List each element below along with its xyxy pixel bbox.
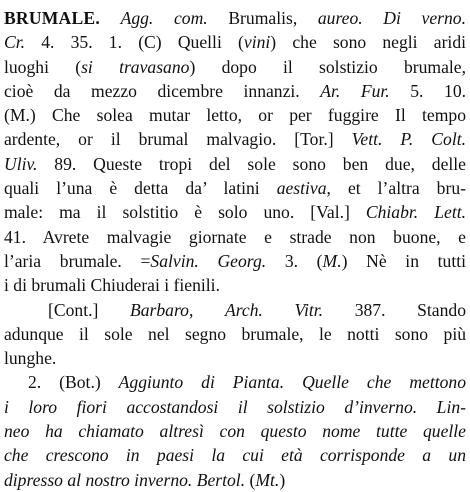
entry-line — [4, 468, 466, 492]
entry-text: 3. ( — [266, 250, 323, 271]
entry-text: 2. (Bot.) — [28, 372, 119, 393]
entry-italic-text: Aggiunto di Pianta. Quelle che mettono — [118, 372, 466, 393]
entry-text: , — [188, 299, 225, 320]
entry-text — [100, 8, 121, 28]
entry-text: 387. Stando — [323, 299, 466, 320]
entry-line — [4, 225, 466, 249]
entry-text: ) dopo il solstizio brumale, — [189, 56, 466, 77]
entry-italic-text: dipresso al nostro inverno. Bertol. — [4, 469, 246, 490]
entry-text: cioè da mezzo dicembre innanzi. — [4, 80, 321, 101]
entry-line — [4, 152, 466, 176]
entry-italic-text: Ar. Fur. — [320, 80, 390, 101]
entry-italic-text: Chiabr. Lett. — [365, 202, 466, 223]
entry-text: luoghi ( — [4, 56, 82, 77]
entry-italic-text: vini — [243, 32, 271, 53]
entry-text: ardente, or il brumal malvagio. [Tor.] — [4, 129, 352, 150]
entry-line — [4, 103, 466, 127]
entry-line — [4, 200, 466, 224]
entry-line — [4, 395, 466, 419]
entry-line — [4, 298, 466, 322]
entry-line — [4, 127, 466, 151]
entry-line — [4, 273, 466, 297]
entry-line — [4, 249, 466, 273]
entry-text: , et l’altra bru- — [326, 178, 466, 199]
entry-line — [4, 370, 466, 394]
entry-line — [4, 443, 466, 467]
entry-italic-text: Salvin. Georg. — [150, 250, 267, 271]
entry-text: Brumalis, — [207, 8, 318, 28]
entry-text: ) Nè in tutti — [341, 250, 466, 271]
entry-italic-text: Vett. P. Colt. — [351, 129, 466, 150]
entry-headword: BRUMALE. — [4, 8, 100, 28]
entry-line — [4, 6, 466, 30]
entry-text: male: ma il solstitio è solo uno. [Val.] — [4, 202, 366, 223]
entry-italic-text: Uliv. — [4, 153, 38, 174]
dictionary-entry-brumale — [4, 6, 466, 492]
entry-line — [4, 322, 466, 346]
entry-italic-text: i loro fiori accostandosi il solstizio d’inverno. Lin- — [4, 396, 466, 417]
entry-italic-text: neo ha chiamato altresì con questo nome tutte quelle — [4, 421, 466, 442]
entry-line — [4, 30, 466, 54]
entry-line — [4, 79, 466, 103]
entry-italic-text: che crescono in paesi la cui età corrisponde a un — [4, 445, 466, 466]
entry-text: l’aria brumale. = — [4, 250, 151, 271]
entry-text: ( — [245, 469, 256, 490]
entry-text: 41. Avrete malvagie giornate e strade non buone, e — [4, 226, 466, 247]
entry-text: lunghe. — [4, 348, 57, 369]
entry-text: (M.) Che solea mutar letto, or per fuggire Il tempo — [4, 105, 466, 126]
entry-italic-text: Agg. com. — [120, 8, 208, 28]
entry-text: quali l’una è detta da’ latini — [4, 178, 277, 199]
entry-italic-text: si travasano — [81, 56, 190, 77]
entry-italic-text: Barbaro — [129, 299, 189, 320]
entry-line — [4, 419, 466, 443]
entry-text: adunque il sole nel segno brumale, le notti sono più — [4, 323, 466, 344]
entry-line — [4, 346, 466, 370]
entry-text: 89. Queste tropi del sole sono ben due, delle — [37, 153, 466, 174]
entry-text: 4. 35. 1. (C) Quelli ( — [25, 32, 244, 53]
entry-text: ) che sono negli aridi — [270, 32, 466, 53]
entry-italic-text: aureo. Di verno. — [317, 8, 466, 28]
entry-italic-text: Arch. Vitr. — [224, 299, 324, 320]
entry-italic-text: Cr. — [4, 32, 26, 53]
entry-text: [Cont.] — [48, 299, 130, 320]
entry-text: i di brumali Chiuderai i fienili. — [4, 275, 220, 296]
entry-line — [4, 55, 466, 79]
entry-italic-text: aestiva — [276, 178, 327, 199]
entry-italic-text: M. — [322, 250, 342, 271]
entry-italic-text: Mt. — [255, 469, 280, 490]
entry-text: 5. 10. — [389, 80, 466, 101]
entry-text: ) — [279, 469, 286, 490]
entry-line — [4, 176, 466, 200]
